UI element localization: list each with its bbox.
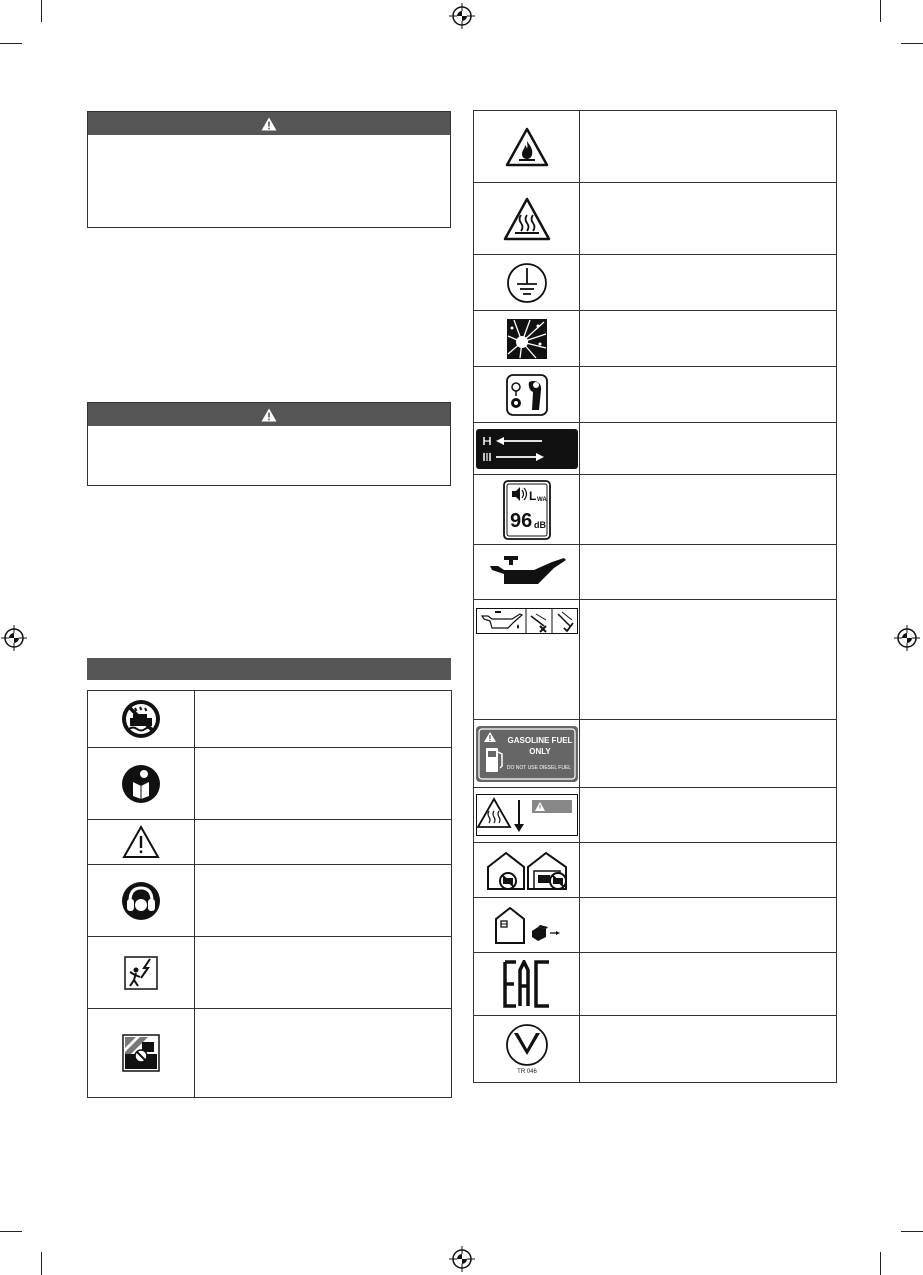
crop-mark xyxy=(901,43,923,44)
symbol-description xyxy=(580,953,837,1016)
outdoor-use-icon xyxy=(492,905,562,945)
symbol-description xyxy=(580,423,837,475)
symbol-description xyxy=(580,183,837,255)
oil-can-icon xyxy=(486,554,568,590)
symbol-description xyxy=(580,367,837,423)
gasoline-only-icon xyxy=(476,726,578,782)
crop-mark xyxy=(901,1231,923,1232)
table-row xyxy=(474,898,837,953)
crop-mark xyxy=(880,0,881,22)
warning-box xyxy=(87,111,451,228)
warning-header xyxy=(88,403,450,426)
table-row xyxy=(474,953,837,1016)
registration-mark-icon xyxy=(449,3,475,29)
symbol-description xyxy=(580,545,837,600)
oil-check-icon xyxy=(476,608,578,634)
ukraine-cert-icon xyxy=(503,1023,551,1075)
direction-arrows-icon xyxy=(476,429,578,469)
warning-header xyxy=(88,112,450,135)
warning-triangle-icon xyxy=(261,408,277,422)
crop-mark xyxy=(41,0,42,22)
table-row xyxy=(474,1016,837,1083)
symbol-description xyxy=(580,720,837,788)
noise-unit: dB xyxy=(533,519,546,530)
symbol-description xyxy=(580,898,837,953)
section-header-bar xyxy=(87,658,451,680)
table-row xyxy=(88,937,452,1009)
symbol-description xyxy=(195,937,452,1009)
noise-value: 96 xyxy=(509,509,532,532)
crop-mark xyxy=(880,1252,881,1275)
no-water-exposure-icon xyxy=(121,699,161,739)
right-symbol-table xyxy=(473,110,837,1083)
registration-mark-icon xyxy=(1,625,27,651)
table-row xyxy=(88,748,452,820)
caution-triangle-icon xyxy=(122,825,160,859)
crop-mark xyxy=(0,43,22,44)
warning-triangle-icon xyxy=(261,117,277,131)
symbol-description xyxy=(195,820,452,865)
left-symbol-table xyxy=(87,690,452,1098)
fuel-label-line3: DO NOT USE DIESEL FUEL xyxy=(506,764,571,771)
table-row xyxy=(88,820,452,865)
crop-mark xyxy=(0,1231,22,1232)
table-row xyxy=(474,600,837,720)
table-row xyxy=(474,111,837,183)
symbol-description xyxy=(580,788,837,843)
hot-surface-icon xyxy=(503,197,551,241)
choke-lever-icon xyxy=(506,374,548,416)
symbol-description xyxy=(580,1016,837,1083)
symbol-description xyxy=(195,1009,452,1098)
registration-mark-icon xyxy=(449,1246,475,1272)
symbol-description xyxy=(580,843,837,898)
read-manual-icon xyxy=(121,764,161,804)
flammable-icon xyxy=(505,127,549,167)
table-row xyxy=(474,475,837,545)
table-row xyxy=(474,311,837,367)
explosive-icon xyxy=(506,318,548,360)
table-row xyxy=(474,183,837,255)
table-row xyxy=(474,788,837,843)
symbol-description xyxy=(580,111,837,183)
symbol-description xyxy=(195,865,452,937)
ear-protection-icon xyxy=(121,881,161,921)
symbol-description xyxy=(580,255,837,311)
symbol-description xyxy=(580,600,837,720)
noise-level-icon xyxy=(503,480,551,540)
ground-icon xyxy=(506,262,548,304)
noise-prefix: L xyxy=(528,488,536,503)
table-row xyxy=(474,367,837,423)
symbol-description xyxy=(195,748,452,820)
symbol-description xyxy=(580,475,837,545)
fuel-label-line1: GASOLINE FUEL xyxy=(507,735,572,745)
cert-label: TR 046 xyxy=(516,1069,537,1075)
warning-box xyxy=(87,402,451,486)
registration-mark-icon xyxy=(894,625,920,651)
electric-shock-icon xyxy=(124,956,158,990)
symbol-description xyxy=(580,311,837,367)
table-row xyxy=(88,1009,452,1098)
table-row xyxy=(474,423,837,475)
table-row xyxy=(88,691,452,748)
noise-subscript: WA xyxy=(536,496,547,503)
symbol-description xyxy=(195,691,452,748)
crop-mark xyxy=(41,1252,42,1275)
ventilation-icon xyxy=(122,1034,160,1072)
table-row xyxy=(474,255,837,311)
table-row xyxy=(474,720,837,788)
hot-surface-warning-icon xyxy=(476,794,578,836)
table-row xyxy=(474,843,837,898)
eac-mark-icon xyxy=(502,960,552,1008)
table-row xyxy=(88,865,452,937)
fuel-label-line2: ONLY xyxy=(528,746,551,756)
no-indoor-use-icon xyxy=(484,849,570,891)
table-row xyxy=(474,545,837,600)
